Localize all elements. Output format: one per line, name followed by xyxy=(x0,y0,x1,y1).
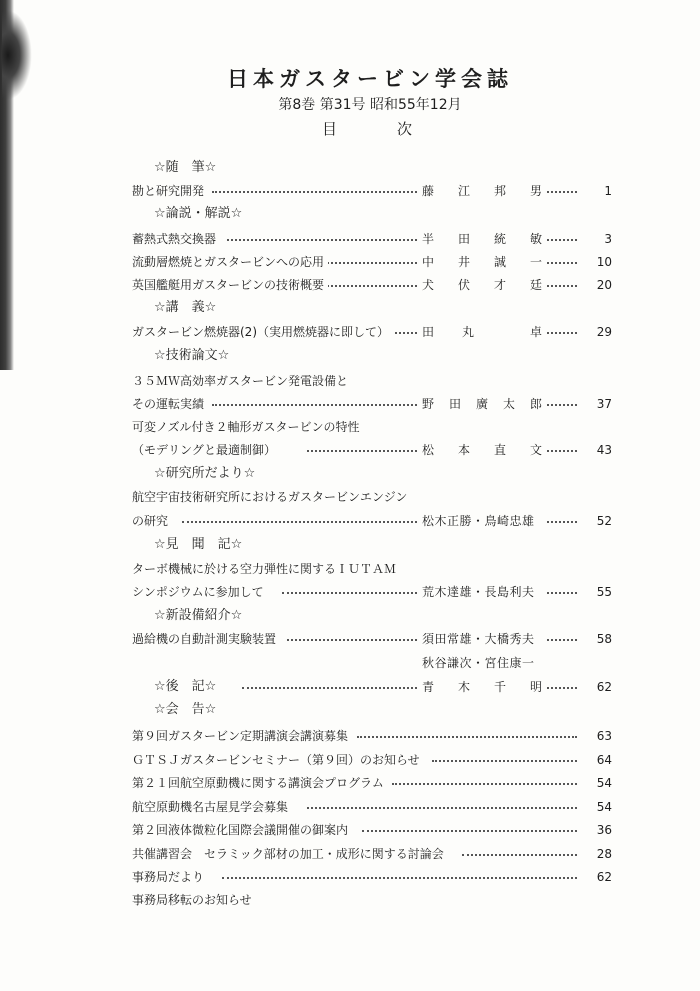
entry-page: 37 xyxy=(582,394,612,414)
section-heading xyxy=(132,204,612,224)
toc-entry[interactable] xyxy=(132,394,612,414)
entry-title: 英国艦艇用ガスタービンの技術概要 xyxy=(132,275,328,295)
entry-title: ３５ＭＷ高効率ガスタービン発電設備と xyxy=(132,371,352,391)
notice-title: 共催講習会 セラミック部材の加工・成形に関する討論会 xyxy=(132,844,448,864)
entry-title: 航空宇宙技術研究所におけるガスタービンエンジン xyxy=(132,487,411,507)
leader-dots xyxy=(362,830,577,832)
entry-page: 58 xyxy=(582,629,612,649)
toc-entry-line1[interactable] xyxy=(132,559,612,579)
section-label: ☆技術論文☆ xyxy=(154,346,233,366)
entry-page: 62 xyxy=(582,677,612,697)
notice-title: 航空原動機名古屋見学会募集 xyxy=(132,797,292,817)
entry-author: 秋谷謙次・宮住康一 xyxy=(422,653,542,673)
section-label: ☆後 記☆ xyxy=(154,677,220,697)
notice-page: 64 xyxy=(582,750,612,770)
entry-page: 52 xyxy=(582,511,612,531)
entry-author: 田 丸 卓 xyxy=(422,322,542,342)
section-label: ☆見 聞 記☆ xyxy=(154,535,246,555)
leader-dots xyxy=(212,404,417,406)
leader-dots xyxy=(547,191,577,193)
toc-entry[interactable] xyxy=(132,629,612,649)
leader-dots xyxy=(547,450,577,452)
entry-title: ガスタービン燃焼器(2)（実用燃焼器に即して） xyxy=(132,322,393,342)
notice-entry[interactable] xyxy=(132,844,612,864)
leader-dots xyxy=(392,783,577,785)
leader-dots xyxy=(547,239,577,241)
notice-entry[interactable] xyxy=(132,773,612,793)
toc-heading-char: 目 xyxy=(322,120,338,138)
notice-title: 第２回液体微粒化国際会議開催の御案内 xyxy=(132,820,352,840)
leader-dots xyxy=(547,521,577,523)
entry-author: 野 田 廣 太 郎 xyxy=(422,394,542,414)
entry-page: 43 xyxy=(582,440,612,460)
entry-page: 1 xyxy=(582,181,612,201)
toc-entry[interactable] xyxy=(132,275,612,295)
leader-dots xyxy=(327,262,417,264)
section-label: ☆新設備紹介☆ xyxy=(154,606,246,626)
toc-heading-char: 次 xyxy=(396,120,412,138)
notice-entry[interactable] xyxy=(132,890,612,910)
toc-heading xyxy=(322,118,412,139)
notice-title: 事務局だより xyxy=(132,867,208,887)
journal-header xyxy=(0,63,700,93)
notice-page: 36 xyxy=(582,820,612,840)
toc-entry[interactable] xyxy=(132,511,612,531)
section-heading xyxy=(132,346,612,366)
entry-title: の研究 xyxy=(132,511,172,531)
leader-dots xyxy=(222,877,577,879)
leader-dots xyxy=(357,736,577,738)
toc-entry-line1[interactable] xyxy=(132,487,612,507)
entry-author: 青 木 千 明 xyxy=(422,677,542,697)
section-label: ☆随 筆☆ xyxy=(154,158,220,178)
entry-page: 29 xyxy=(582,322,612,342)
entry-title: 過給機の自動計測実験装置 xyxy=(132,629,280,649)
toc-entry-line1[interactable] xyxy=(132,371,612,391)
entry-title: ターボ機械に於ける空力弾性に関するＩＵＴＡＭ xyxy=(132,559,400,579)
leader-dots xyxy=(242,687,417,689)
issue-line: 第8巻 第31号 昭和55年12月 xyxy=(278,97,462,113)
leader-dots xyxy=(547,592,577,594)
entry-page: 55 xyxy=(582,582,612,602)
leader-dots xyxy=(547,332,577,334)
toc-entry-author2 xyxy=(132,653,612,673)
leader-dots xyxy=(462,854,577,856)
entry-author: 松 本 直 文 xyxy=(422,440,542,460)
entry-author: 中 井 誠 一 xyxy=(422,252,542,272)
leader-dots xyxy=(547,285,577,287)
leader-dots xyxy=(307,807,577,809)
entry-title: その運転実績 xyxy=(132,394,208,414)
notice-page: 63 xyxy=(582,726,612,746)
leader-dots xyxy=(227,239,417,241)
entry-title: 可変ノズル付き２軸形ガスタービンの特性 xyxy=(132,417,364,437)
leader-dots xyxy=(287,639,417,641)
leader-dots xyxy=(547,262,577,264)
notice-entry[interactable] xyxy=(132,820,612,840)
entry-author: 犬 伏 才 廷 xyxy=(422,275,542,295)
notice-title: 事務局移転のお知らせ xyxy=(132,890,256,910)
notice-title: 第９回ガスタービン定期講演会講演募集 xyxy=(132,726,352,746)
entry-title: 勘と研究開発 xyxy=(132,181,208,201)
toc-entry-line1[interactable] xyxy=(132,417,612,437)
section-label: ☆会 告☆ xyxy=(154,700,220,720)
entry-page: 20 xyxy=(582,275,612,295)
entry-title: 流動層燃焼とガスタービンへの応用 xyxy=(132,252,328,272)
entry-title: 蓄熱式熱交換器 xyxy=(132,229,220,249)
leader-dots xyxy=(432,760,577,762)
toc-entry[interactable] xyxy=(132,252,612,272)
leader-dots xyxy=(282,592,417,594)
section-heading xyxy=(132,606,612,626)
leader-dots xyxy=(547,687,577,689)
leader-dots xyxy=(212,191,417,193)
section-label: ☆講 義☆ xyxy=(154,298,220,318)
section-heading xyxy=(132,298,612,318)
entry-author: 松木正勝・鳥崎忠雄 xyxy=(422,511,542,531)
toc-entry[interactable] xyxy=(132,677,612,697)
notice-page: 62 xyxy=(582,867,612,887)
notice-entry[interactable] xyxy=(132,726,612,746)
section-heading xyxy=(132,535,612,555)
leader-dots xyxy=(547,639,577,641)
toc-entry[interactable] xyxy=(132,181,612,201)
journal-title: 日本ガスタービン学会誌 xyxy=(227,67,513,91)
notice-title: ＧＴＳＪガスタービンセミナー（第９回）のお知らせ xyxy=(132,750,424,770)
leader-dots xyxy=(307,450,417,452)
entry-author: 半 田 統 敏 xyxy=(422,229,542,249)
entry-title: シンポジウムに参加して xyxy=(132,582,268,602)
notice-title: 第２１回航空原動機に関する講演会プログラム xyxy=(132,773,388,793)
toc-entry[interactable] xyxy=(132,582,612,602)
toc-entry[interactable] xyxy=(132,229,612,249)
leader-dots xyxy=(182,521,417,523)
entry-author: 須田常雄・大橋秀夫 xyxy=(422,629,542,649)
notice-entry[interactable] xyxy=(132,750,612,770)
section-heading xyxy=(132,700,612,720)
notice-page: 54 xyxy=(582,773,612,793)
notice-page: 54 xyxy=(582,797,612,817)
section-heading xyxy=(132,464,612,484)
entry-title: （モデリングと最適制御） xyxy=(132,440,280,460)
section-label: ☆研究所だより☆ xyxy=(154,464,259,484)
toc-entry[interactable] xyxy=(132,322,612,342)
section-heading xyxy=(132,158,612,178)
entry-page: 3 xyxy=(582,229,612,249)
notice-entry[interactable] xyxy=(132,867,612,887)
entry-author: 荒木達雄・長島利夫 xyxy=(422,582,542,602)
toc-entry[interactable] xyxy=(132,440,612,460)
entry-page: 10 xyxy=(582,252,612,272)
section-label: ☆論説・解説☆ xyxy=(154,204,246,224)
notice-entry[interactable] xyxy=(132,797,612,817)
leader-dots xyxy=(327,285,417,287)
entry-author: 藤 江 邦 男 xyxy=(422,181,542,201)
notice-page: 28 xyxy=(582,844,612,864)
leader-dots xyxy=(547,404,577,406)
